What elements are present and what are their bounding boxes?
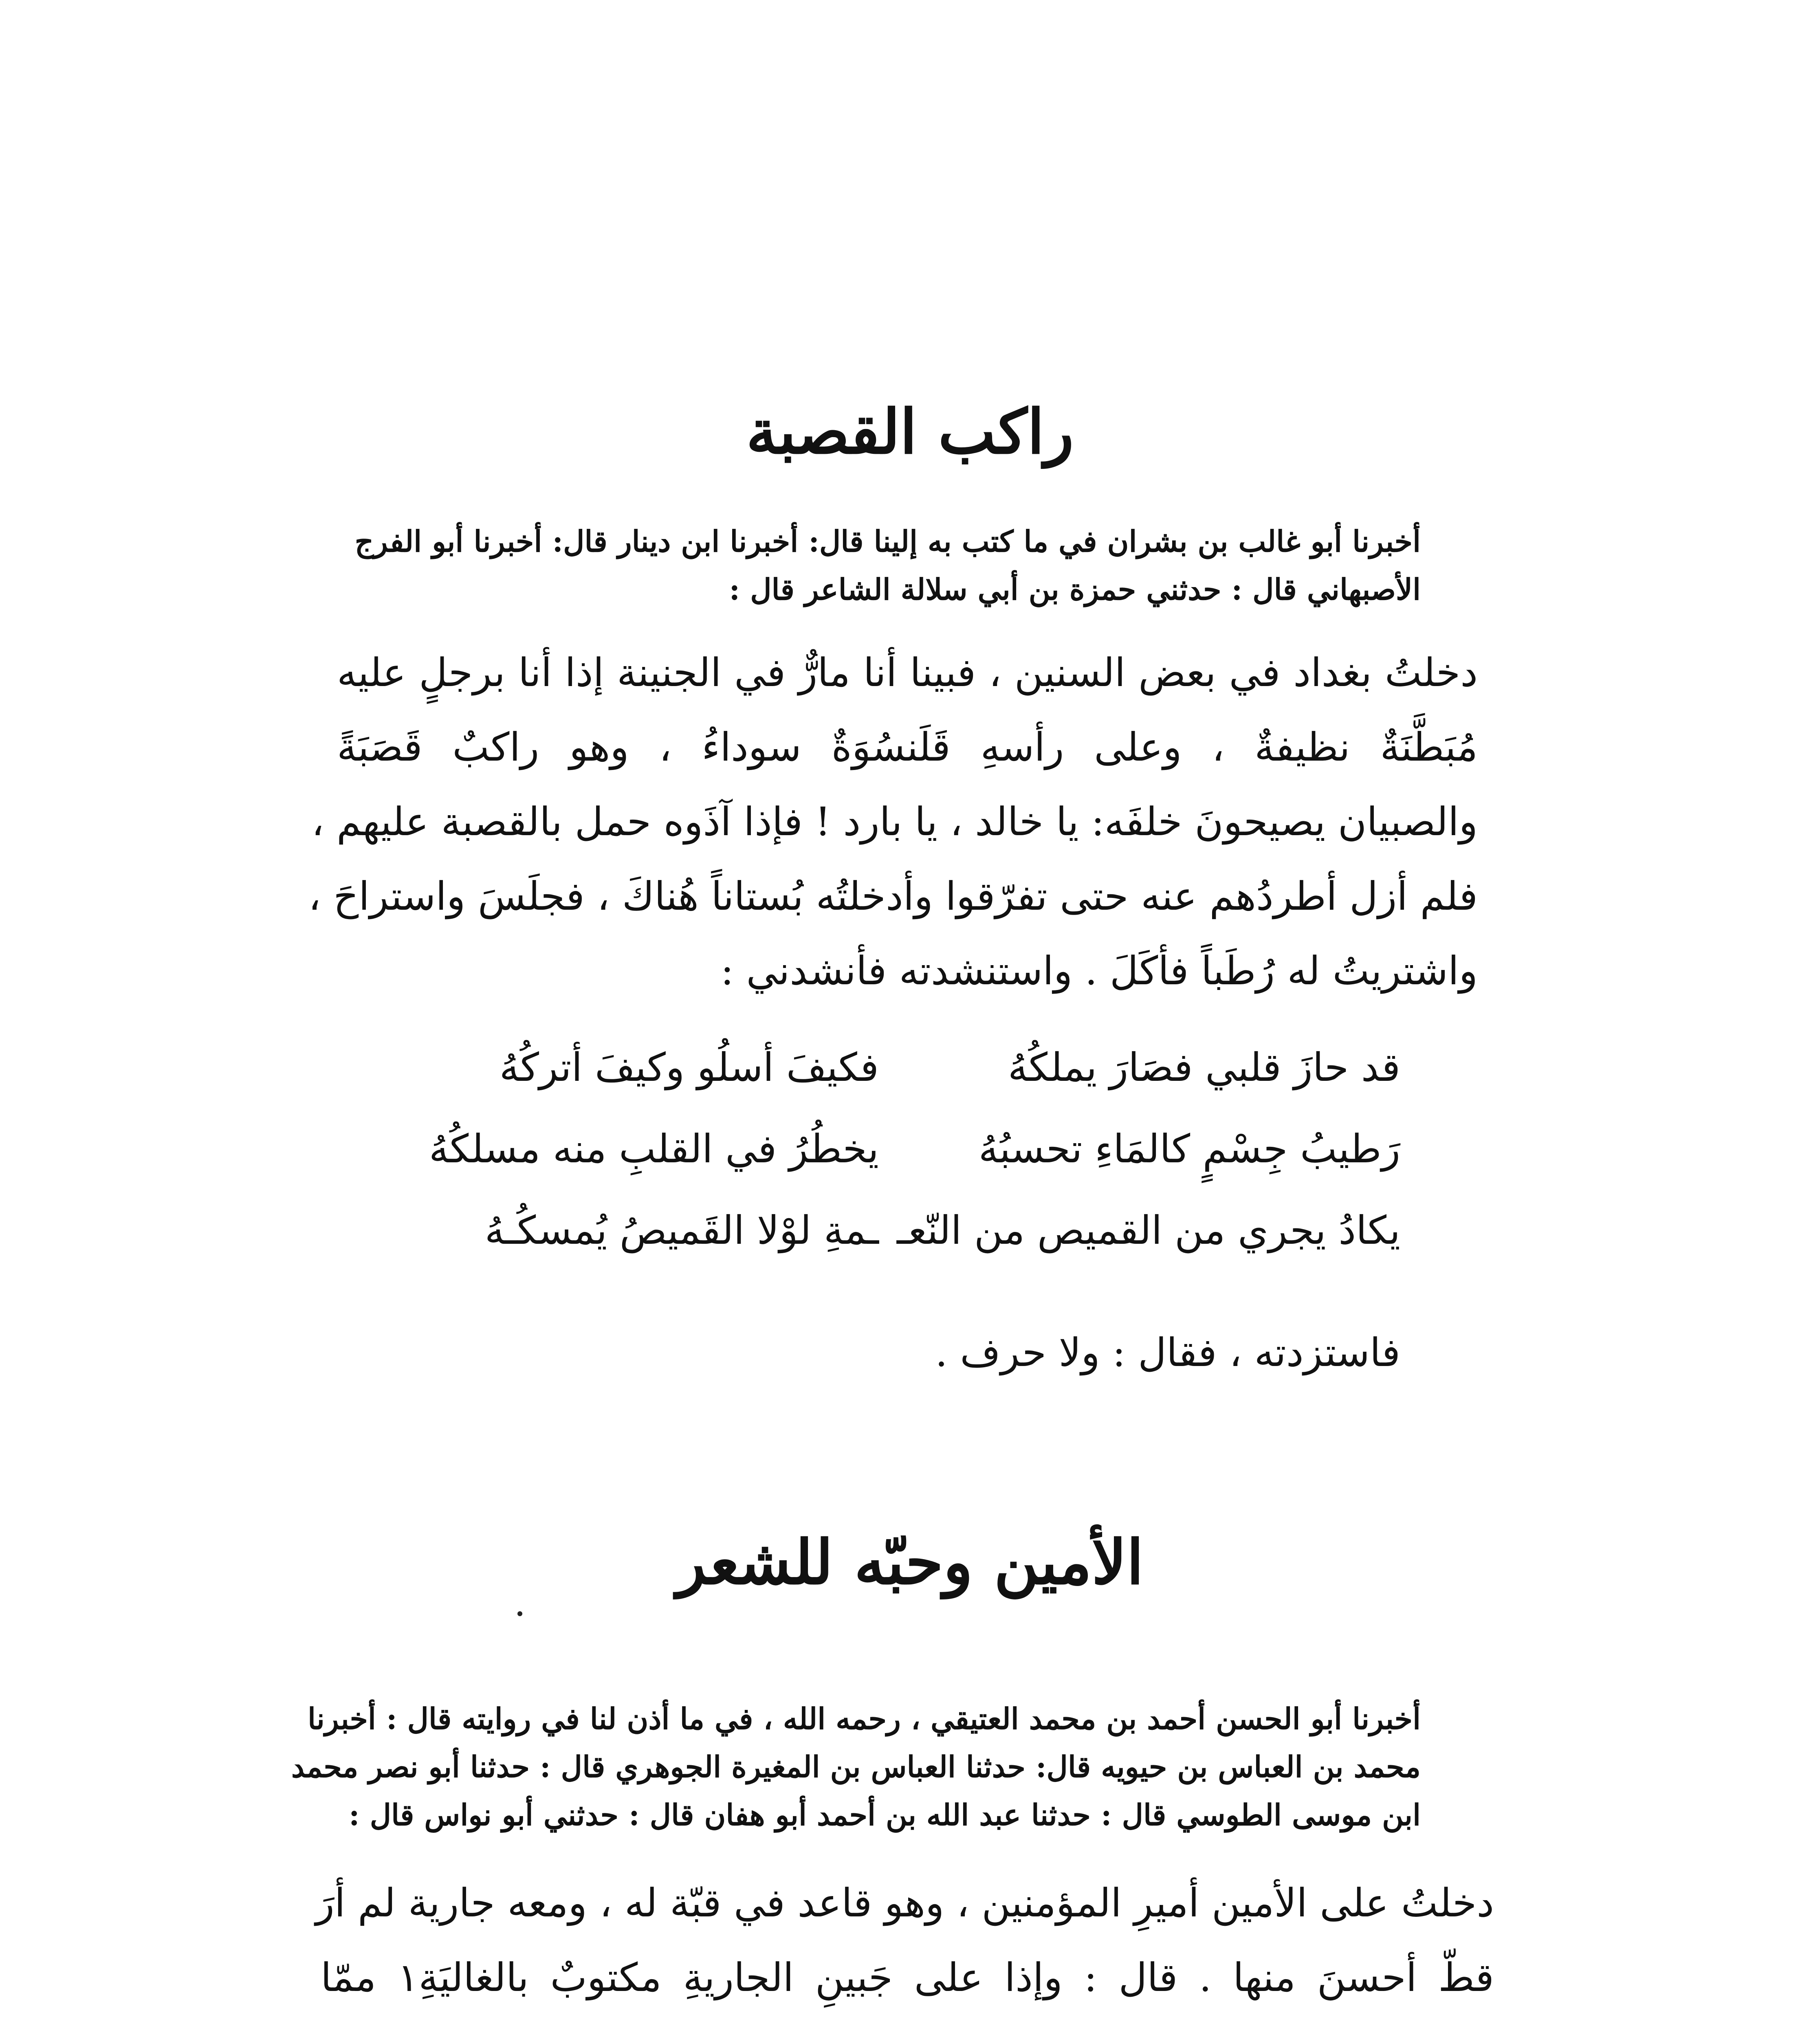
poem-block <box>402 1027 1400 1271</box>
stray-mark <box>517 1611 522 1616</box>
closing-line: فاستزدته ، فقال : ولا حرف . <box>935 1330 1400 1375</box>
section-title-amin: الأمين وحبّه للشعر <box>676 1527 1144 1598</box>
verse-hemistich-second: يخطُرُ في القلبِ منه مسلكُهُ <box>429 1126 879 1172</box>
isnad-line: أخبرنا أبو الحسن أحمد بن محمد العتيقي ، رحمه الله ، في ما أذن لنا في روايته قال : أخبرنا <box>307 1701 1421 1736</box>
prose-line: واشتريتُ له رُطَباً فأكَلَ . واستنشدته فأنشدني : <box>720 948 1478 994</box>
prose-line: فلم أزل أطردُهم عنه حتى تفرّقوا وأدخلتُه بُستاناً هُناكَ ، فجلَسَ واستراحَ ، <box>308 873 1478 919</box>
isnad-line: محمد بن العباس بن حيويه قال: حدثنا العباس بن المغيرة الجوهري قال : حدثنا أبو نصر محمد <box>291 1749 1421 1784</box>
verse-hemistich-second: فكيفَ أسلُو وكيفَ أتركُهُ <box>499 1045 879 1090</box>
isnad-block-1 <box>354 517 1421 614</box>
poem-verse <box>402 1190 1400 1271</box>
isnad-line: الأصبهاني قال : حدثني حمزة بن أبي سلالة الشاعر قال : <box>729 572 1421 607</box>
verse-hemistich-first: رَطيبُ جِسْمٍ كالمَاءِ تحسبُهُ <box>978 1126 1400 1172</box>
prose-line: قطّ أحسنَ منها . قال : وإذا على جَبينِ الجاريةِ مكتوبٌ بالغاليَةِ١ ممّا <box>321 1955 1494 2000</box>
isnad-line: أخبرنا أبو غالب بن بشران في ما كتب به إلينا قال: أخبرنا ابن دينار قال: أخبرنا أبو الفرج <box>354 524 1421 559</box>
prose-line: مُبَطَّنَةٌ نظيفةٌ ، وعلى رأسهِ قَلَنسُوَةٌ سوداءُ ، وهو راكبٌ قَصَبَةً <box>337 724 1478 770</box>
isnad-line: ابن موسى الطوسي قال : حدثنا عبد الله بن أحمد أبو هفان قال : حدثني أبو نواس قال : <box>349 1797 1421 1832</box>
verse-hemistich-first: يكادُ يجري من القميص من النّعـ <box>897 1208 1400 1253</box>
verse-hemistich-first: قد حازَ قلبي فصَارَ يملكُهُ <box>1008 1045 1400 1090</box>
prose-block-2 <box>315 1866 1494 2015</box>
poem-verse <box>402 1108 1400 1190</box>
prose-block-1 <box>308 636 1478 1008</box>
prose-line: دخلتُ بغداد في بعض السنين ، فبينا أنا مارٌّ في الجنينة إذا أنا برجلٍ عليه <box>337 650 1478 695</box>
poem-verse <box>402 1027 1400 1108</box>
prose-line: دخلتُ على الأمين أميرِ المؤمنين ، وهو قاعد في قبّة له ، ومعه جارية لم أرَ <box>315 1880 1494 1926</box>
prose-line: والصبيان يصيحونَ خلفَه: يا خالد ، يا بارد ! فإذا آذَوه حمل بالقصبة عليهم ، <box>311 799 1478 845</box>
verse-hemistich-second: ـمةِ لوْلا القَميصُ يُمسكُـهُ <box>484 1208 879 1253</box>
isnad-block-2 <box>291 1695 1421 1839</box>
section-title-rakib: راكب القصبة <box>746 396 1074 468</box>
